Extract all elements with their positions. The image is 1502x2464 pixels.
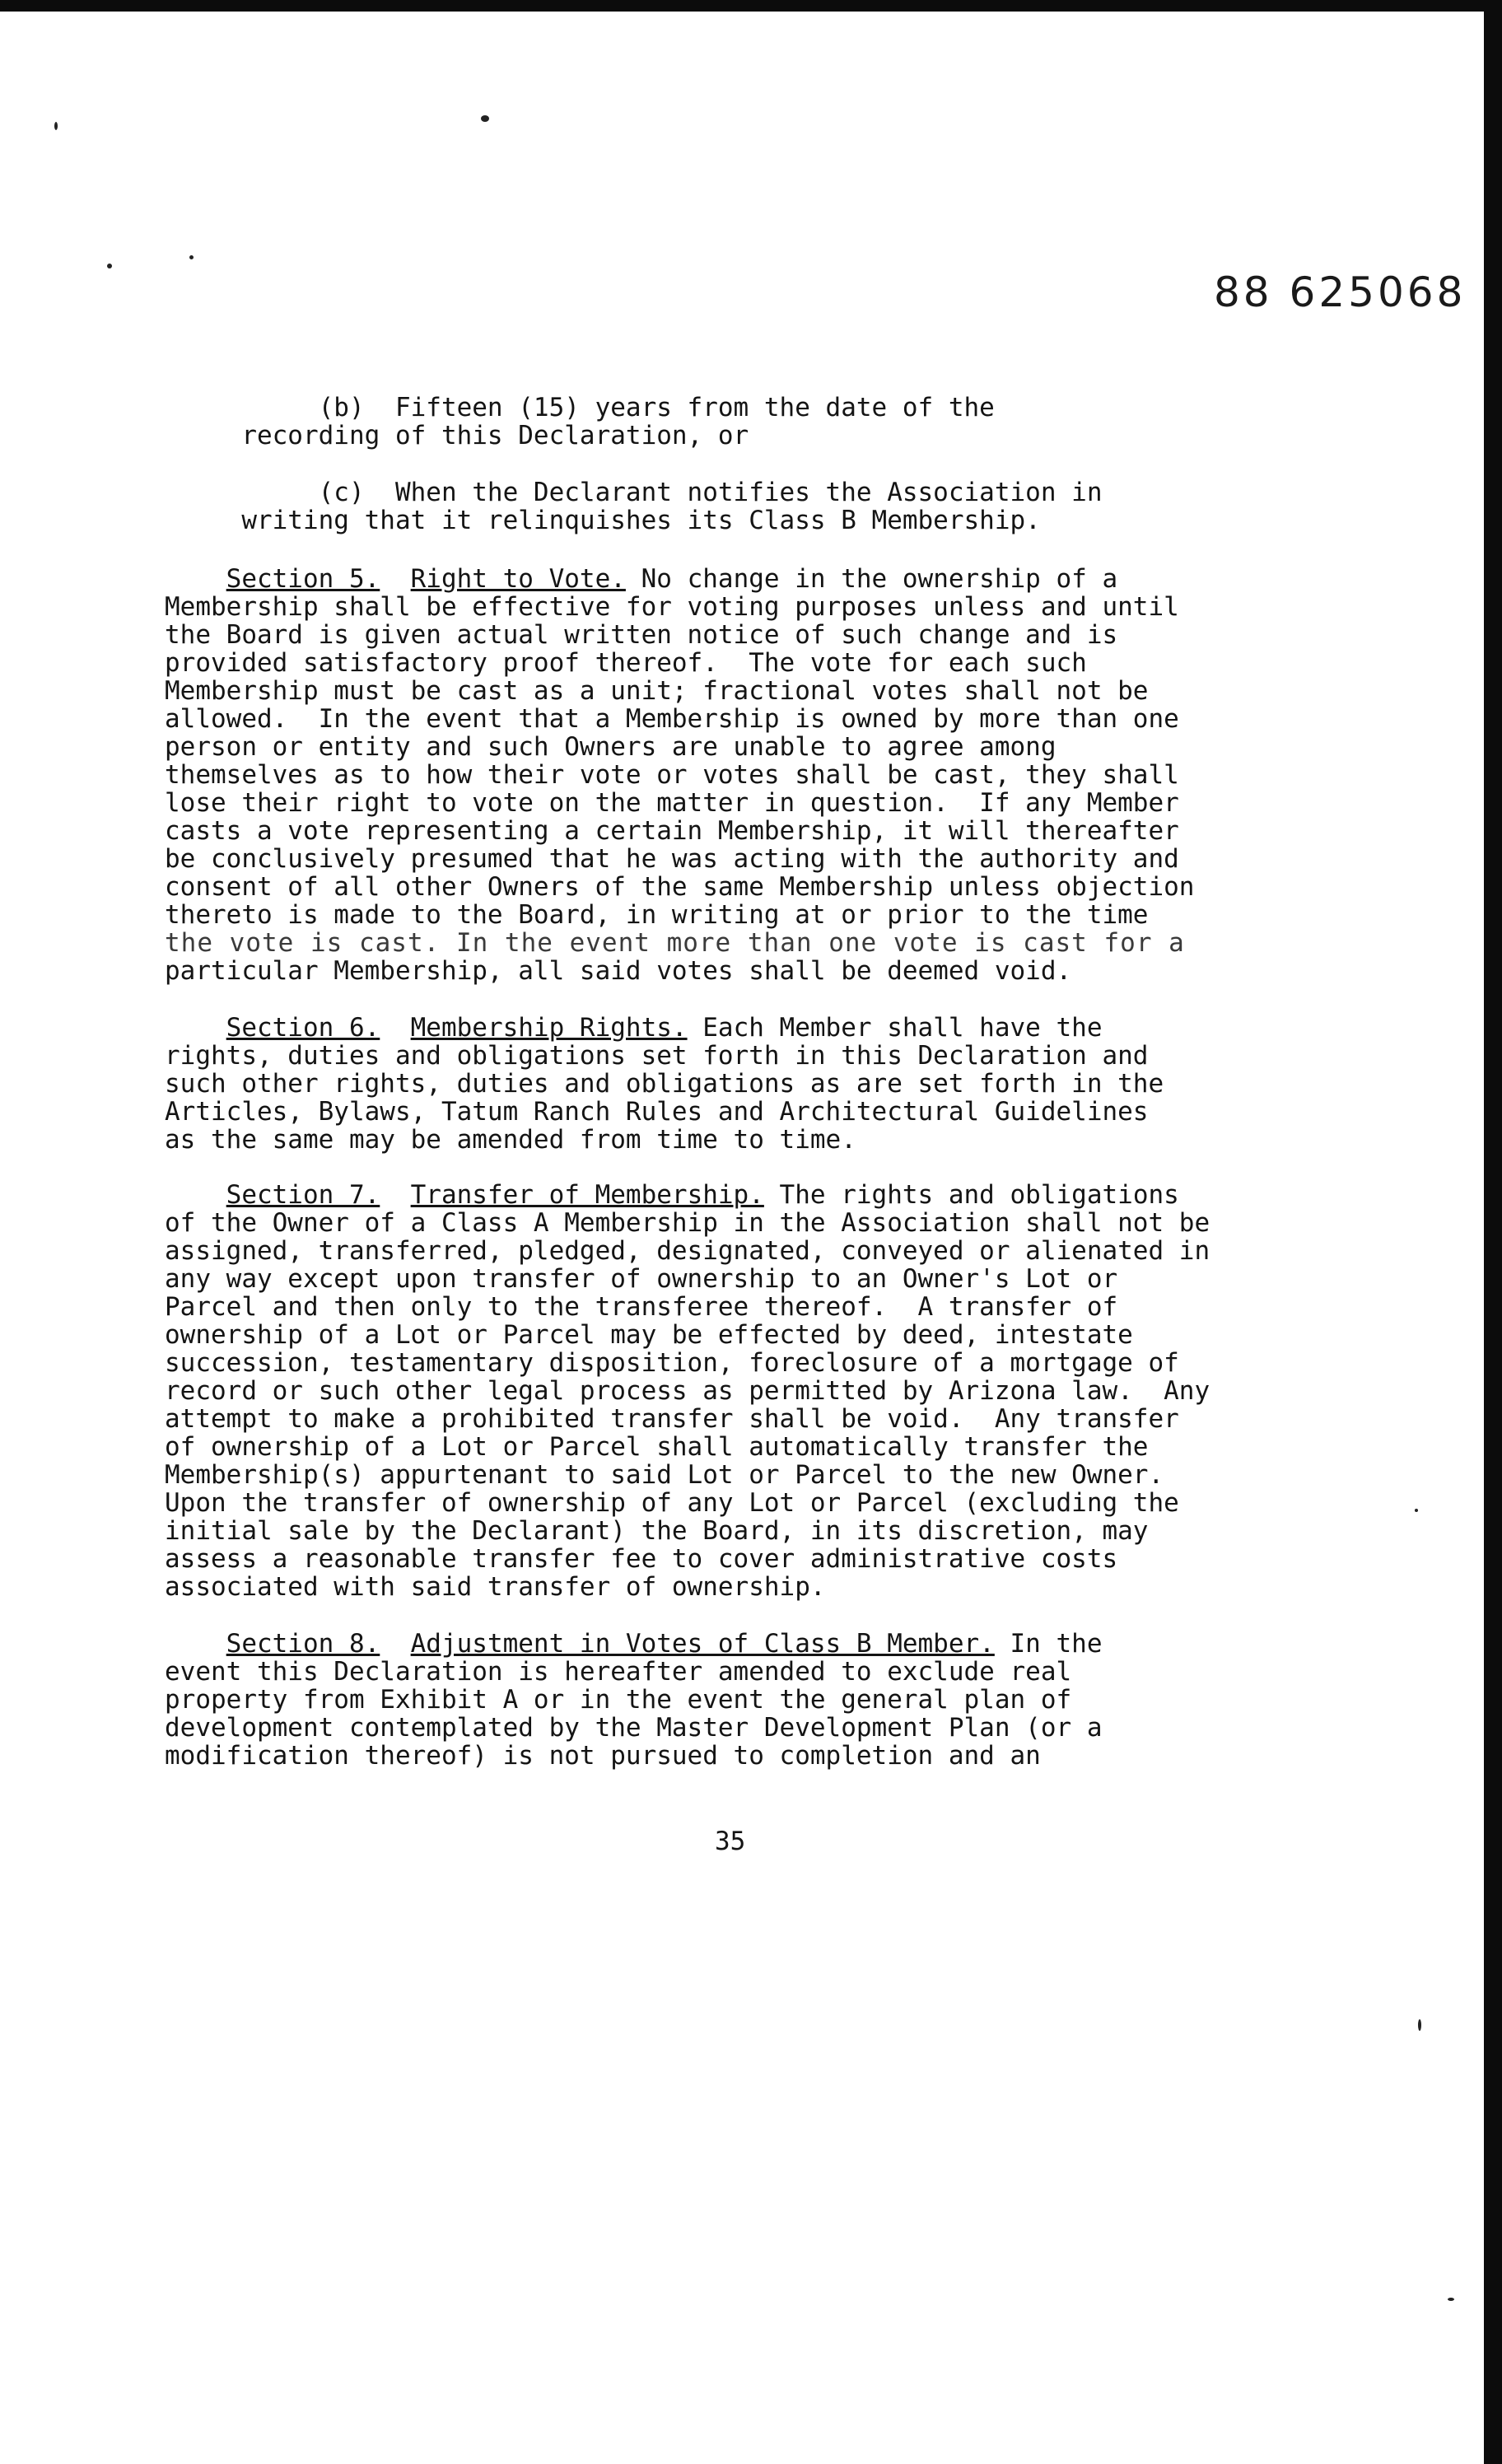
- clause-b-line: recording of this Declaration, or: [165, 421, 749, 450]
- page-number: 35: [715, 1827, 746, 1856]
- section-line: succession, testamentary disposition, foreclosure of a mortgage of: [165, 1348, 1179, 1378]
- section-line: allowed. In the event that a Membership is owned by more than one: [165, 704, 1179, 734]
- section-line: Articles, Bylaws, Tatum Ranch Rules and Architectural Guidelines: [165, 1097, 1149, 1127]
- scan-border-top: [0, 0, 1502, 12]
- clause-c: [165, 478, 1367, 534]
- section-line: any way except upon transfer of ownership to an Owner's Lot or: [165, 1264, 1118, 1294]
- section-text: No change in the ownership of a: [625, 564, 1118, 594]
- section-line: assigned, transferred, pledged, designated, conveyed or alienated in: [165, 1236, 1210, 1266]
- section-line: the Board is given actual written notice of such change and is: [165, 620, 1118, 650]
- section-number: Section 8.: [226, 1629, 380, 1659]
- section-line: be conclusively presumed that he was acting with the authority and: [165, 844, 1179, 874]
- section-line: person or entity and such Owners are unable to agree among: [165, 732, 1057, 762]
- scan-speck: [54, 122, 58, 130]
- scan-border-right: [1484, 0, 1502, 2464]
- section-7: [165, 1181, 1367, 1601]
- section-line: of the Owner of a Class A Membership in the Association shall not be: [165, 1208, 1210, 1238]
- section-line: rights, duties and obligations set forth in this Declaration and: [165, 1041, 1149, 1071]
- section-line: Membership(s) appurtenant to said Lot or Parcel to the new Owner.: [165, 1460, 1164, 1490]
- section-number: Section 5.: [226, 564, 380, 594]
- section-line: Parcel and then only to the transferee thereof. A transfer of: [165, 1292, 1118, 1322]
- section-line: associated with said transfer of ownership.: [165, 1572, 826, 1602]
- section-line: attempt to make a prohibited transfer shall be void. Any transfer: [165, 1404, 1179, 1434]
- section-number: Section 7.: [226, 1180, 380, 1210]
- section-line: lose their right to vote on the matter in question. If any Member: [165, 788, 1179, 818]
- section-line: record or such other legal process as permitted by Arizona law. Any: [165, 1376, 1210, 1406]
- section-8: [165, 1630, 1367, 1770]
- scan-speck: [189, 255, 194, 259]
- section-line: of ownership of a Lot or Parcel shall automatically transfer the: [165, 1432, 1149, 1462]
- section-line: modification thereof) is not pursued to completion and an: [165, 1741, 1041, 1771]
- section-line: as the same may be amended from time to time.: [165, 1125, 856, 1155]
- section-title: Membership Rights.: [410, 1013, 688, 1043]
- section-5: [165, 565, 1367, 985]
- section-line: Upon the transfer of ownership of any Lot or Parcel (excluding the: [165, 1488, 1179, 1518]
- section-line: particular Membership, all said votes shall be deemed void.: [165, 956, 1072, 986]
- section-line: such other rights, duties and obligations as are set forth in the: [165, 1069, 1164, 1099]
- scan-speck: [1418, 2019, 1421, 2031]
- scan-speck: [481, 115, 489, 122]
- section-line: Membership shall be effective for voting purposes unless and until: [165, 592, 1179, 622]
- section-line: thereto is made to the Board, in writing at or prior to the time: [165, 900, 1149, 930]
- section-title: Transfer of Membership.: [410, 1180, 764, 1210]
- section-line: event this Declaration is hereafter amended to exclude real: [165, 1657, 1072, 1687]
- section-title: Adjustment in Votes of Class B Member.: [410, 1629, 995, 1659]
- section-text: The rights and obligations: [763, 1180, 1179, 1210]
- section-text: Each Member shall have the: [687, 1013, 1103, 1043]
- section-number: Section 6.: [226, 1013, 380, 1043]
- section-line-smudged: the vote is cast. In the event more than one vote is cast for a: [165, 928, 1185, 958]
- scan-speck: [107, 264, 112, 268]
- section-line: casts a vote representing a certain Membership, it will thereafter: [165, 816, 1179, 846]
- section-line: assess a reasonable transfer fee to cover administrative costs: [165, 1544, 1118, 1574]
- section-line: themselves as to how their vote or votes shall be cast, they shall: [165, 760, 1179, 790]
- scan-speck: [1415, 1509, 1418, 1512]
- section-line: ownership of a Lot or Parcel may be effected by deed, intestate: [165, 1320, 1133, 1350]
- scan-speck: [1448, 2298, 1454, 2301]
- section-title: Right to Vote.: [410, 564, 626, 594]
- document-number: 88 625068: [1214, 268, 1467, 316]
- section-line: initial sale by the Declarant) the Board, in its discretion, may: [165, 1516, 1149, 1546]
- section-line: property from Exhibit A or in the event the general plan of: [165, 1685, 1072, 1715]
- section-6: [165, 1014, 1367, 1154]
- section-line: Membership must be cast as a unit; fractional votes shall not be: [165, 676, 1149, 706]
- clause-c-line: (c) When the Declarant notifies the Association in: [165, 478, 1103, 507]
- clause-b: [165, 394, 1367, 450]
- clause-c-line: writing that it relinquishes its Class B Membership.: [165, 506, 1041, 535]
- section-text: In the: [994, 1629, 1103, 1659]
- section-line: development contemplated by the Master Development Plan (or a: [165, 1713, 1103, 1743]
- section-line: provided satisfactory proof thereof. The vote for each such: [165, 648, 1087, 678]
- clause-b-line: (b) Fifteen (15) years from the date of the: [165, 393, 995, 422]
- section-line: consent of all other Owners of the same Membership unless objection: [165, 872, 1195, 902]
